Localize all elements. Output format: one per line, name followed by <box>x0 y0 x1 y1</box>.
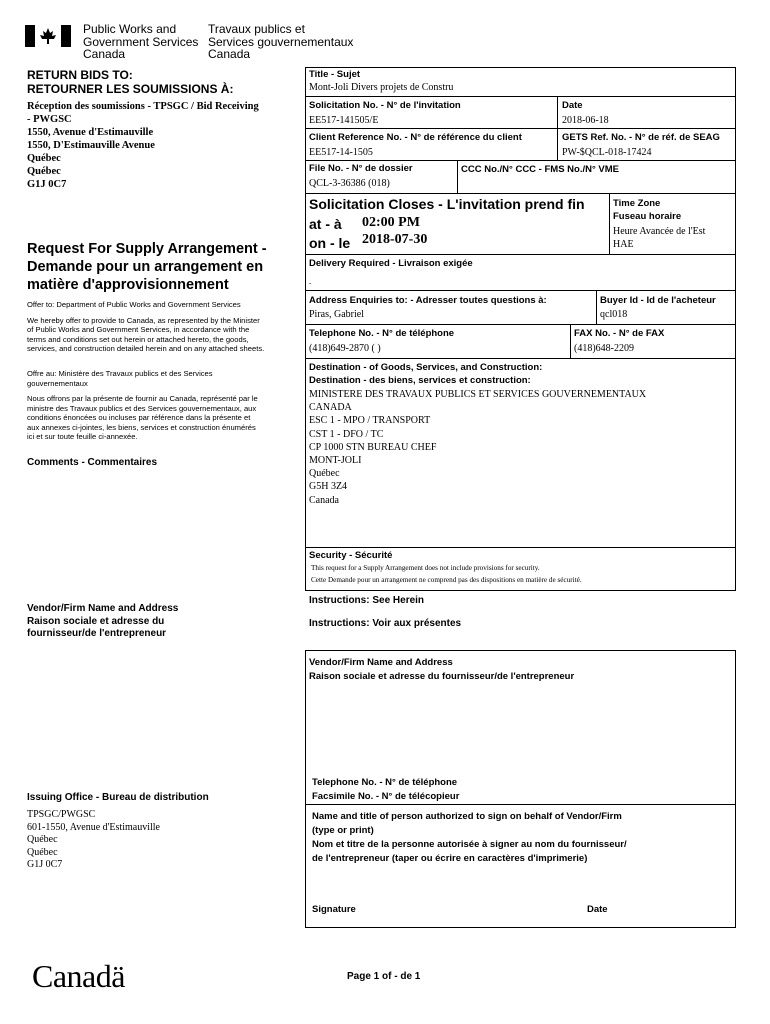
ccc-label: CCC No./N° CCC - FMS No./N° VME <box>461 164 620 175</box>
file-no-label: File No. - N° de dossier <box>309 163 413 174</box>
issuing-line: Québec <box>27 834 58 845</box>
destination-label-fr: Destination - des biens, services et construction: <box>309 374 531 386</box>
issuing-line: TPSGC/PWGSC <box>27 809 96 820</box>
destination-line: CANADA <box>309 402 352 414</box>
buyer-id-label: Buyer Id - Id de l'acheteur <box>600 295 716 306</box>
dept-fr-line: Canada <box>208 47 251 61</box>
vendor-box-label <box>309 656 574 684</box>
title-label: Title - Sujet <box>309 69 361 80</box>
security-label: Security - Sécurité <box>309 550 393 561</box>
address-line: G1J 0C7 <box>27 179 67 190</box>
closes-at-value[interactable]: 02:00 PM <box>362 215 420 230</box>
time-zone-label-fr: Fuseau horaire <box>613 211 682 222</box>
authorized-signer-label <box>312 810 627 866</box>
time-zone-value-line: HAE <box>613 239 634 250</box>
fax-label: FAX No. - N° de FAX <box>574 328 665 339</box>
vendor-box-label-en: Vendor/Firm Name and Address <box>309 657 453 668</box>
offer-en-line: We hereby offer to provide to Canada, as represented by the Minister <box>27 315 260 325</box>
security-text-fr: Cette Demande pour un arrangement ne comprend pas des dispositions en matière de sécurité. <box>311 576 582 584</box>
issuing-line: G1J 0C7 <box>27 859 63 870</box>
dept-fr-line: Services gouvernementaux <box>208 34 354 49</box>
time-zone-label <box>613 197 681 223</box>
vendor-left-label <box>27 603 178 641</box>
vendor-left-line: fournisseur/de l'entrepreneur <box>27 628 167 639</box>
date-label: Date <box>562 100 583 111</box>
delivery-value[interactable]: - <box>309 279 312 287</box>
time-zone-value <box>613 225 705 251</box>
offer-en-line: terms and conditions set out herein or attached hereto, the goods, <box>27 334 249 344</box>
time-zone-label-en: Time Zone <box>613 198 661 209</box>
address-line: - PWGSC <box>27 114 72 125</box>
department-name-fr <box>208 23 353 61</box>
address-line: 1550, Avenue d'Estimauville <box>27 127 154 138</box>
address-line: Réception des soumissions - TPSGC / Bid Receiving <box>27 101 259 112</box>
comments-label: Comments - Commentaires <box>27 457 158 468</box>
dept-fr-line: Travaux publics et <box>208 22 305 36</box>
offer-fr-line: aux annexes ci-jointes, les biens, services et construction énumérés <box>27 422 256 432</box>
address-enquiries-value[interactable]: Piras, Gabriel <box>309 309 364 320</box>
signature-date-label: Date <box>587 904 608 915</box>
signer-line: Nom et titre de la personne autorisée à signer au nom du fournisseur/ <box>312 839 627 850</box>
solicitation-no-label: Solicitation No. - N° de l'invitation <box>309 100 461 111</box>
return-bids-en: RETURN BIDS TO: <box>27 68 133 82</box>
buyer-id-value[interactable]: qcl018 <box>600 309 628 320</box>
delivery-label: Delivery Required - Livraison exigée <box>309 258 473 269</box>
offer-fr-line: ici et sur toute feuille ci-annexée. <box>27 432 138 441</box>
page-number: Page 1 of - de 1 <box>347 971 421 982</box>
dept-en-line: Government Services <box>83 34 199 49</box>
offer-en-line: of Public Works and Government Services, in accordance with the <box>27 325 250 334</box>
issuing-line: 601-1550, Avenue d'Estimauville <box>27 821 160 833</box>
instructions-en: Instructions: See Herein <box>309 595 425 606</box>
solicitation-no-value[interactable]: EE517-141505/E <box>309 115 379 126</box>
dept-en-line: Canada <box>83 47 126 61</box>
time-zone-value-line: Heure Avancée de l'Est <box>613 226 706 237</box>
offer-fr-line: conditions énoncées ou incluses par référence dans la présente et <box>27 413 251 422</box>
date-value[interactable]: 2018-06-18 <box>562 115 609 126</box>
signer-line: de l'entrepreneur (taper ou écrire en caractères d'imprimerie) <box>312 853 588 864</box>
client-ref-value[interactable]: EE517-14-1505 <box>309 147 373 158</box>
request-title <box>27 240 267 294</box>
closes-at-label: at - à <box>309 216 342 232</box>
file-no-value[interactable]: QCL-3-36386 (018) <box>309 178 390 189</box>
offer-fr-line: Nous offrons par la présente de fournir au Canada, représenté par le <box>27 394 258 403</box>
destination-line: CP 1000 STN BUREAU CHEF <box>309 441 437 453</box>
address-enquiries-label: Address Enquiries to: - Adresser toutes questions à: <box>309 295 547 306</box>
destination-label <box>309 362 542 387</box>
vendor-left-line: Raison sociale et adresse du <box>27 615 165 627</box>
request-title-line: Request For Supply Arrangement - <box>27 241 267 257</box>
signature-label: Signature <box>312 904 356 915</box>
closes-on-value[interactable]: 2018-07-30 <box>362 232 428 247</box>
address-line: 1550, D'Estimauville Avenue <box>27 140 155 151</box>
destination-address <box>309 388 646 507</box>
offer-en-line: Offer to: Department of Public Works and Government Services <box>27 300 241 309</box>
vendor-telephone-label: Telephone No. - N° de téléphone <box>312 777 458 788</box>
fax-value[interactable]: (418)648-2209 <box>574 343 634 354</box>
offer-en-line: services, and construction detailed herein and on any attached sheets. <box>27 344 265 353</box>
department-name-en <box>83 23 198 61</box>
destination-line: Québec <box>309 468 340 480</box>
dept-en-line: Public Works and <box>83 22 177 36</box>
destination-line: Canada <box>309 494 339 506</box>
issuing-office-label: Issuing Office - Bureau de distribution <box>27 792 209 803</box>
offer-en <box>27 300 264 354</box>
client-ref-label: Client Reference No. - N° de référence du client <box>309 132 522 143</box>
vendor-left-line: Vendor/Firm Name and Address <box>27 603 179 614</box>
gets-ref-value[interactable]: PW-$QCL-018-17424 <box>562 147 652 158</box>
request-title-line: Demande pour un arrangement en <box>27 259 264 275</box>
instructions-fr: Instructions: Voir aux présentes <box>309 618 462 629</box>
destination-line: MINISTERE DES TRAVAUX PUBLICS ET SERVICES GOUVERNEMENTAUX <box>309 389 647 400</box>
request-title-line: matière d'approvisionnement <box>27 277 229 293</box>
destination-line: CST 1 - DFO / TC <box>309 428 384 440</box>
issuing-line: Québec <box>27 846 58 858</box>
address-line: Québec <box>27 166 61 177</box>
title-value[interactable]: Mont-Joli Divers projets de Constru <box>309 82 454 93</box>
vendor-phone-label <box>312 776 459 804</box>
address-line: Québec <box>27 153 61 164</box>
government-flag-icon <box>25 25 71 47</box>
destination-line: ESC 1 - MPO / TRANSPORT <box>309 415 431 427</box>
destination-label-en: Destination - of Goods, Services, and Construction: <box>309 362 543 373</box>
canada-wordmark: Canadä <box>32 958 125 994</box>
security-text-en: This request for a Supply Arrangement does not include provisions for security. <box>311 564 540 572</box>
offer-fr <box>27 369 258 442</box>
offer-fr-line: Offre au: Ministère des Travaux publics et des Services <box>27 369 213 378</box>
offer-fr-line: gouvernementaux <box>27 378 88 388</box>
issuing-office-address <box>27 809 160 872</box>
closes-on-label: on - le <box>309 235 351 251</box>
vendor-box-label-fr: Raison sociale et adresse du fournisseur/de l'entrepreneur <box>309 671 575 682</box>
offer-fr-line: ministre des Travaux publics et des Services gouvernementaux, aux <box>27 403 257 413</box>
return-bids-fr: RETOURNER LES SOUMISSIONS À: <box>27 82 234 96</box>
telephone-label: Telephone No. - N° de téléphone <box>309 328 455 339</box>
telephone-value[interactable]: (418)649-2870 ( ) <box>309 343 381 354</box>
return-bids-address <box>27 100 259 191</box>
vendor-fax-label: Facsimile No. - N° de télécopieur <box>312 791 460 802</box>
solicitation-closes-title: Solicitation Closes - L'invitation prend fin <box>309 196 585 212</box>
signer-line: Name and title of person authorized to sign on behalf of Vendor/Firm <box>312 811 622 822</box>
gets-ref-label: GETS Ref. No. - N° de réf. de SEAG <box>562 132 720 143</box>
signer-line: (type or print) <box>312 825 374 836</box>
destination-line: G5H 3Z4 <box>309 481 348 493</box>
destination-line: MONT-JOLI <box>309 455 362 467</box>
return-bids-title <box>27 68 233 96</box>
